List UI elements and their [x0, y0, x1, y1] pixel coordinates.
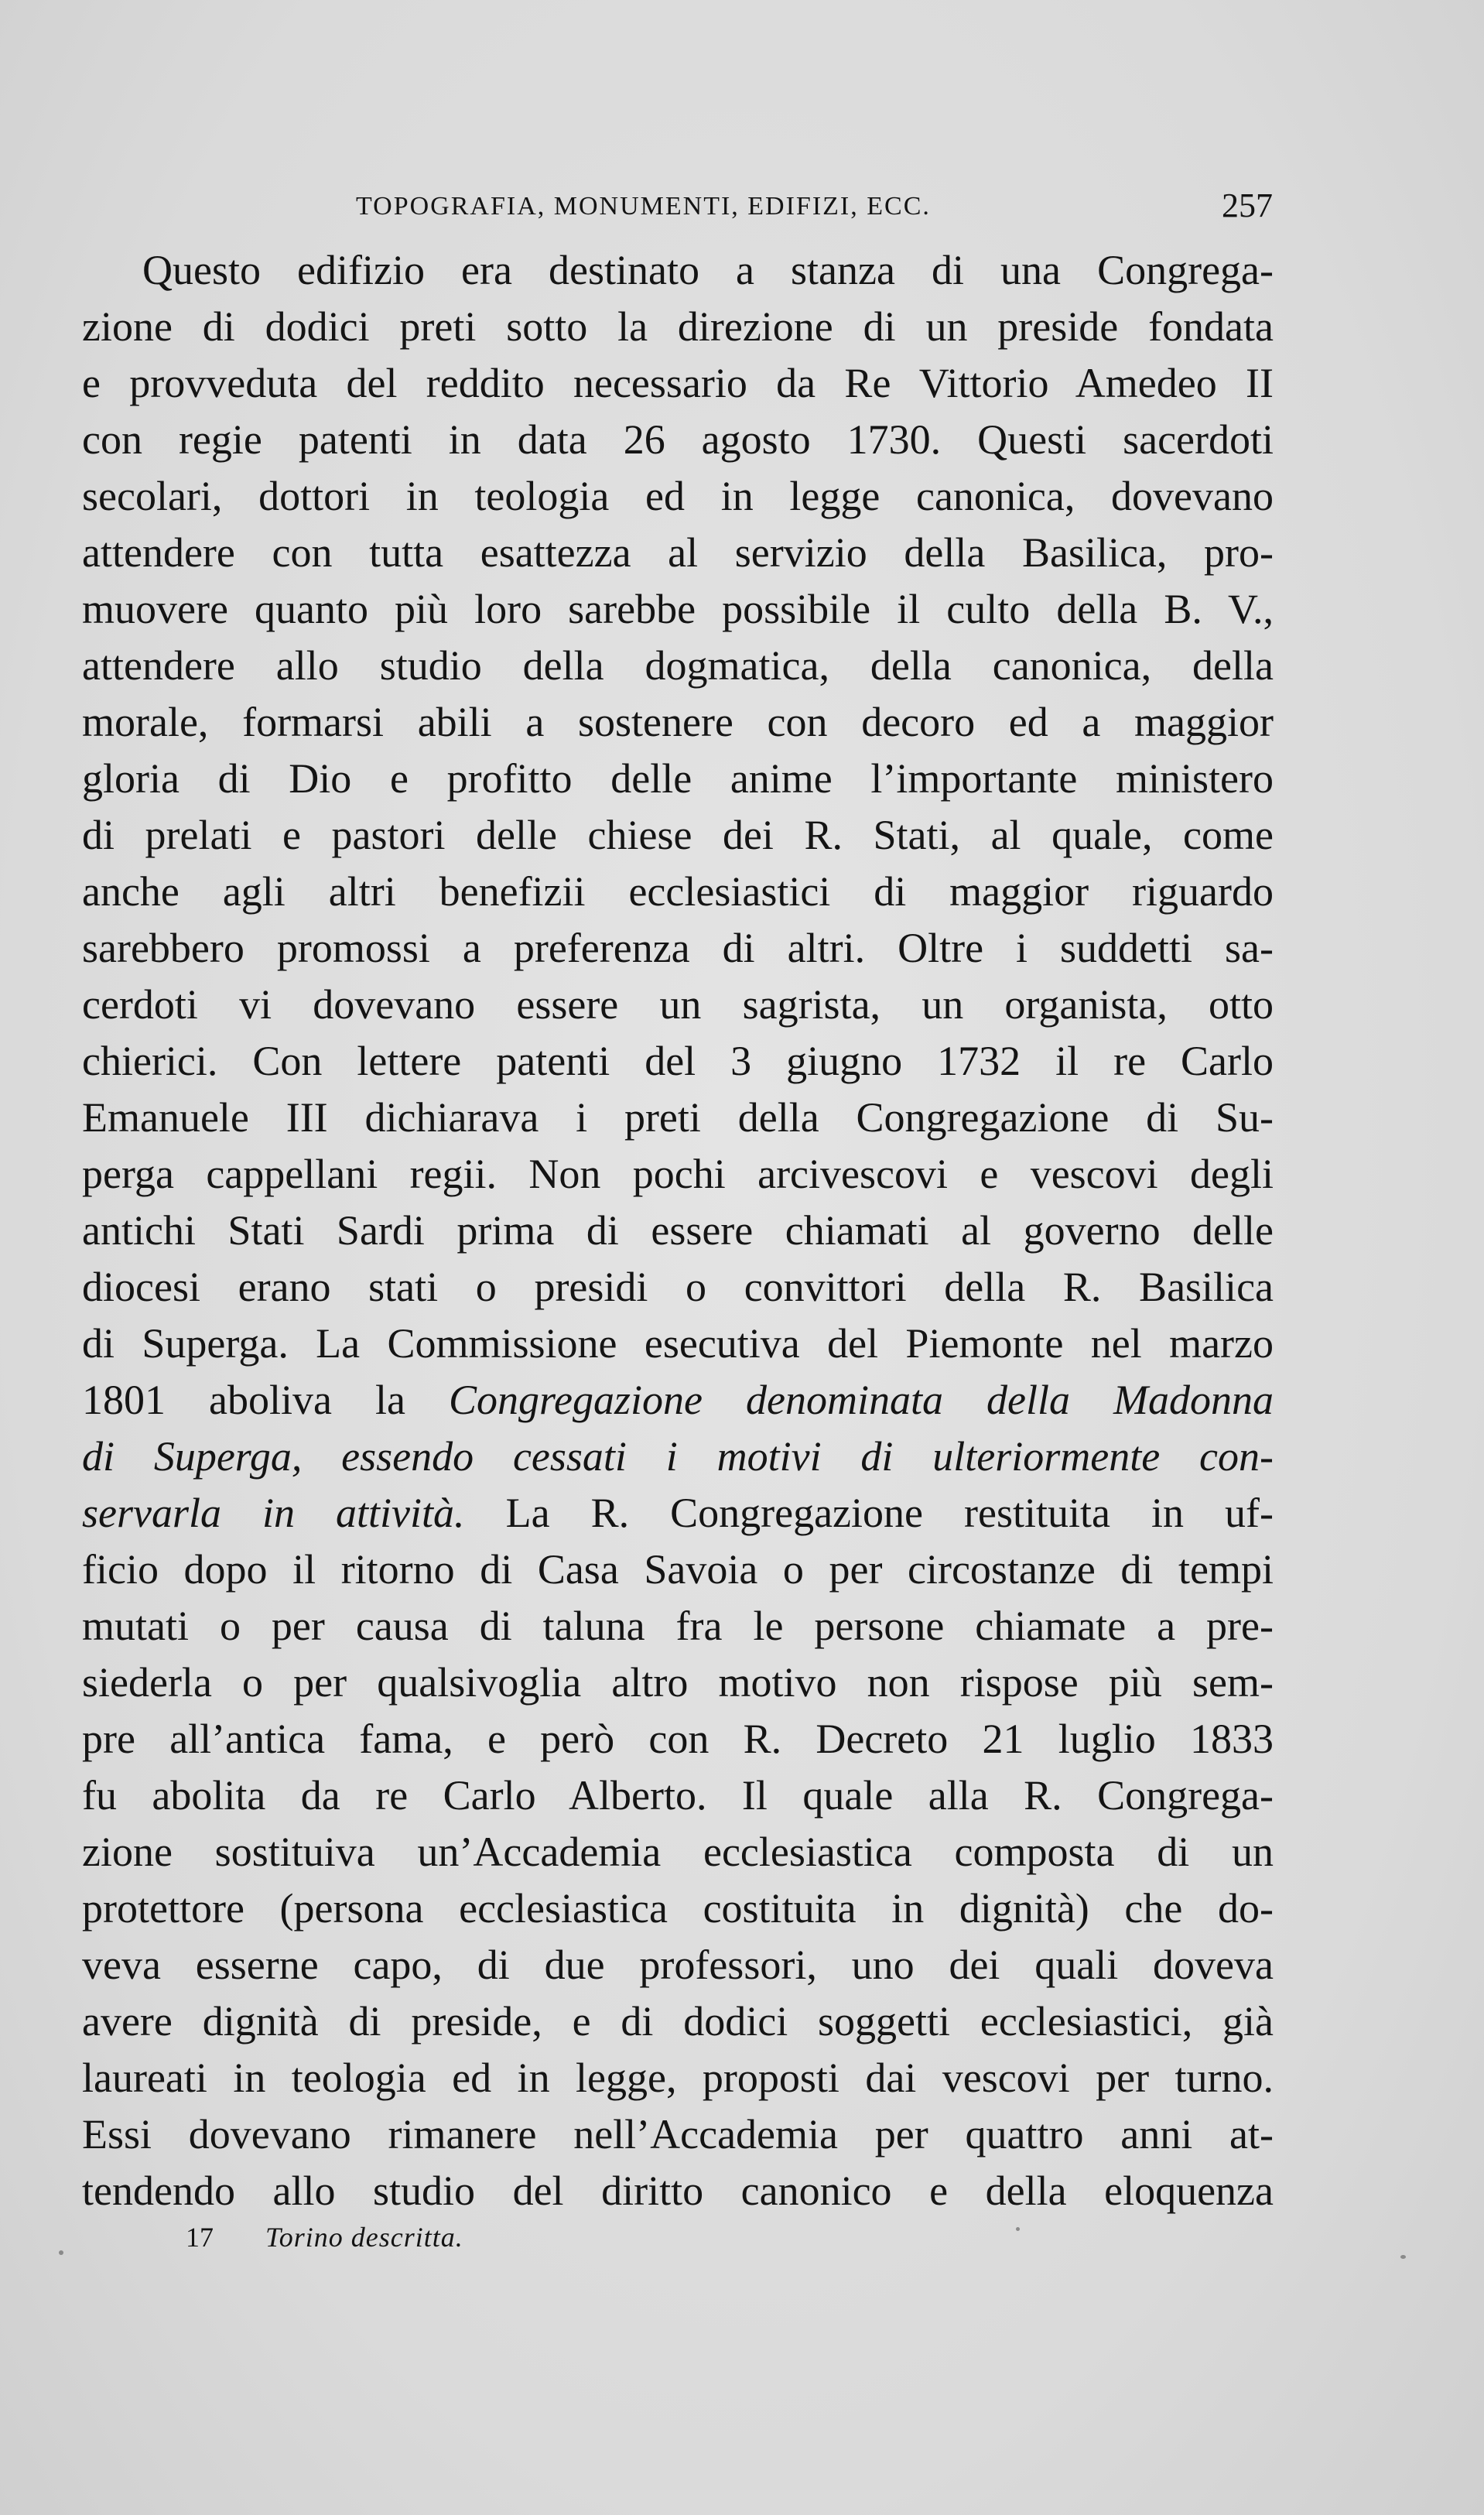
- text-line: perga cappellani regii. Non pochi arcivescovi e vescovi degli: [82, 1151, 1274, 1197]
- text-line: Essi dovevano rimanere nell’Accademia per quattro anni at-: [82, 2111, 1274, 2157]
- text-line: con regie patenti in data 26 agosto 1730. Questi sacerdoti: [82, 416, 1274, 463]
- text-line: gloria di Dio e profitto delle anime l’importante ministero: [82, 755, 1274, 802]
- text-line: di Superga. La Commissione esecutiva del Piemonte nel marzo: [82, 1320, 1274, 1367]
- text-line: zione di dodici preti sotto la direzione di un preside fondata: [82, 303, 1274, 350]
- text-line: fu abolita da re Carlo Alberto. Il quale alla R. Congrega-: [82, 1772, 1274, 1819]
- text-line: antichi Stati Sardi prima di essere chiamati al governo delle: [82, 1207, 1274, 1254]
- ink-speck: [1016, 2227, 1020, 2231]
- text-line: Emanuele III dichiarava i preti della Congregazione di Su-: [82, 1094, 1274, 1141]
- text-line: chierici. Con lettere patenti del 3 giugno 1732 il re Carlo: [82, 1038, 1274, 1084]
- body-text: [82, 242, 1274, 2219]
- signature-mark: 17: [186, 2222, 214, 2253]
- page-number: 257: [1222, 186, 1273, 224]
- text-line: attendere con tutta esattezza al servizio della Basilica, pro-: [82, 529, 1274, 576]
- text-line: ficio dopo il ritorno di Casa Savoia o per circostanze di tempi: [82, 1546, 1274, 1593]
- ink-speck: [59, 2250, 63, 2255]
- text-line: muovere quanto più loro sarebbe possibile il culto della B. V.,: [82, 586, 1274, 632]
- text-line: morale, formarsi abili a sostenere con decoro ed a maggior: [82, 699, 1274, 745]
- text-line: avere dignità di preside, e di dodici soggetti ecclesiastici, già: [82, 1998, 1274, 2045]
- page-footer: [186, 2221, 463, 2260]
- page-header: [356, 186, 1273, 232]
- text-line: mutati o per causa di taluna fra le persone chiamate a pre-: [82, 1603, 1274, 1649]
- text-line: veva esserne capo, di due professori, uno dei quali doveva: [82, 1942, 1274, 1988]
- ink-speck: [1400, 2255, 1406, 2259]
- text-line: Questo edifizio era destinato a stanza di una Congrega-: [142, 247, 1274, 293]
- italic-segment: di Superga, essendo cessati i motivi di ulteriormente con-: [82, 1433, 1274, 1480]
- text-line: diocesi erano stati o presidi o convittori della R. Basilica: [82, 1264, 1274, 1310]
- text-line: di prelati e pastori delle chiese dei R. Stati, al quale, come: [82, 812, 1274, 858]
- italic-segment: Congregazione denominata della Madonna: [449, 1377, 1274, 1423]
- running-head: TOPOGRAFIA, MONUMENTI, EDIFIZI, ECC.: [356, 192, 931, 221]
- text-line: cerdoti vi dovevano essere un sagrista, un organista, otto: [82, 981, 1274, 1028]
- text-line: pre all’antica fama, e però con R. Decreto 21 luglio 1833: [82, 1716, 1274, 1762]
- text-line: tendendo allo studio del diritto canonico e della eloquenza: [82, 2168, 1274, 2214]
- text-segment: 1801 aboliva la: [82, 1377, 449, 1423]
- text-line: protettore (persona ecclesiastica costituita in dignità) che do-: [82, 1885, 1274, 1932]
- signature-title: Torino descritta.: [265, 2222, 463, 2253]
- text-line: [82, 1429, 1274, 1485]
- text-line: [82, 1485, 1274, 1542]
- text-line: zione sostituiva un’Accademia ecclesiastica composta di un: [82, 1829, 1274, 1875]
- text-line: anche agli altri benefizii ecclesiastici di maggior riguardo: [82, 868, 1274, 915]
- text-segment: La R. Congregazione restituita in uf-: [464, 1490, 1274, 1536]
- text-line: laureati in teologia ed in legge, proposti dai vescovi per turno.: [82, 2055, 1274, 2101]
- text-line: e provveduta del reddito necessario da Re Vittorio Amedeo II: [82, 360, 1274, 406]
- text-line: [82, 1372, 1274, 1429]
- text-line: siederla o per qualsivoglia altro motivo non rispose più sem-: [82, 1659, 1274, 1706]
- italic-segment: servarla in attività.: [82, 1490, 465, 1536]
- text-line: sarebbero promossi a preferenza di altri. Oltre i suddetti sa-: [82, 925, 1274, 971]
- text-line: secolari, dottori in teologia ed in legge canonica, dovevano: [82, 473, 1274, 519]
- text-line: attendere allo studio della dogmatica, della canonica, della: [82, 642, 1274, 689]
